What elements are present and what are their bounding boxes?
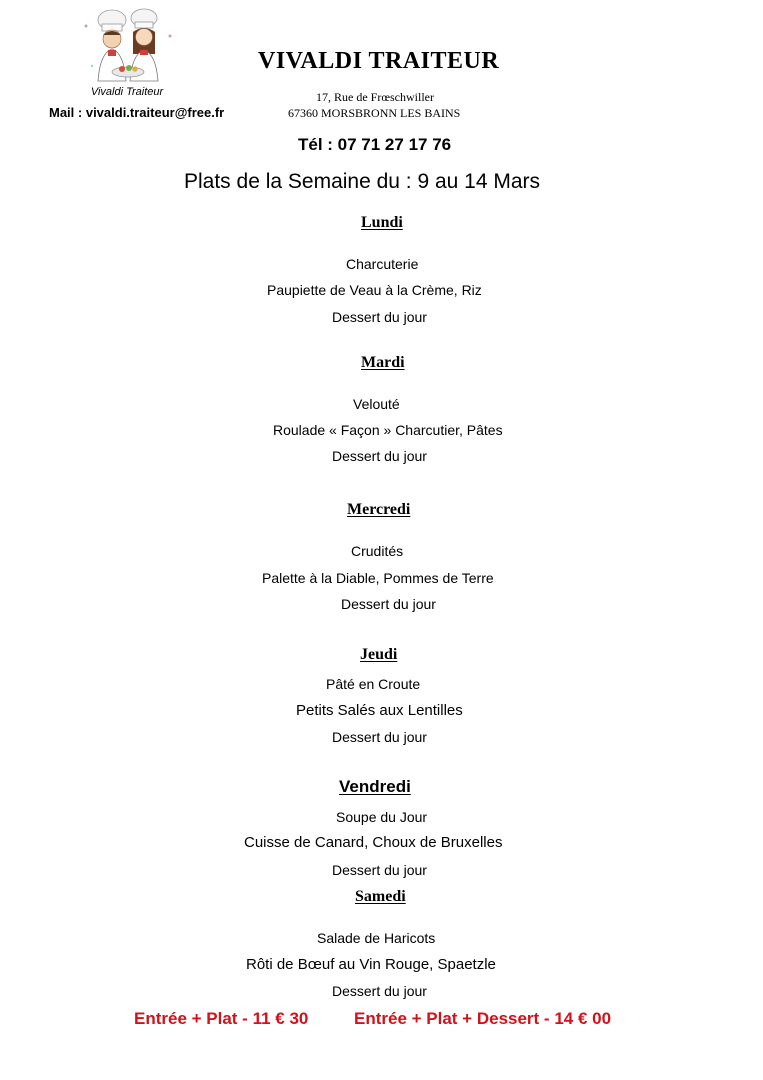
day-heading-samedi: Samedi xyxy=(355,888,406,905)
chef-couple-icon xyxy=(78,6,178,86)
day-heading-mercredi: Mercredi xyxy=(347,501,411,518)
dish-item: Paupiette de Veau à la Crème, Riz xyxy=(267,282,482,298)
dish-item: Petits Salés aux Lentilles xyxy=(296,702,463,719)
dish-item: Dessert du jour xyxy=(341,596,436,612)
dish-item: Dessert du jour xyxy=(332,309,427,325)
dish-item: Crudités xyxy=(351,543,404,559)
dish-item: Dessert du jour xyxy=(332,729,427,745)
dish-item: Dessert du jour xyxy=(332,983,427,999)
dish-item: Roulade « Façon » Charcutier, Pâtes xyxy=(273,422,503,438)
company-name: VIVALDI TRAITEUR xyxy=(258,48,500,74)
logo-label: Vivaldi Traiteur xyxy=(90,86,164,98)
dish-item: Rôti de Bœuf au Vin Rouge, Spaetzle xyxy=(246,956,496,973)
day-heading-jeudi: Jeudi xyxy=(360,646,398,663)
dish-item: Salade de Haricots xyxy=(317,930,436,946)
dish-item: Dessert du jour xyxy=(332,448,427,464)
dish-item: Dessert du jour xyxy=(332,862,427,878)
price-formula-entree-plat-dessert: Entrée + Plat + Dessert - 14 € 00 xyxy=(354,1009,612,1028)
dish-item: Pâté en Croute xyxy=(326,676,421,692)
phone-number[interactable]: Tél : 07 71 27 17 76 xyxy=(298,135,452,154)
email-contact[interactable]: Mail : vivaldi.traiteur@free.fr xyxy=(49,105,225,120)
week-title: Plats de la Semaine du : 9 au 14 Mars xyxy=(184,170,541,193)
address-street: 17, Rue de Frœschwiller xyxy=(316,90,434,104)
dish-item: Soupe du Jour xyxy=(336,809,428,825)
address-city: 67360 MORSBRONN LES BAINS xyxy=(288,106,461,120)
logo xyxy=(78,6,178,104)
day-heading-vendredi: Vendredi xyxy=(339,777,411,796)
day-heading-lundi: Lundi xyxy=(361,214,403,231)
day-heading-mardi: Mardi xyxy=(361,354,405,371)
dish-item: Cuisse de Canard, Choux de Bruxelles xyxy=(244,834,503,851)
dish-item: Velouté xyxy=(353,396,400,412)
dish-item: Palette à la Diable, Pommes de Terre xyxy=(262,570,494,586)
dish-item: Charcuterie xyxy=(346,256,419,272)
price-formula-entree-plat: Entrée + Plat - 11 € 30 xyxy=(134,1009,309,1028)
